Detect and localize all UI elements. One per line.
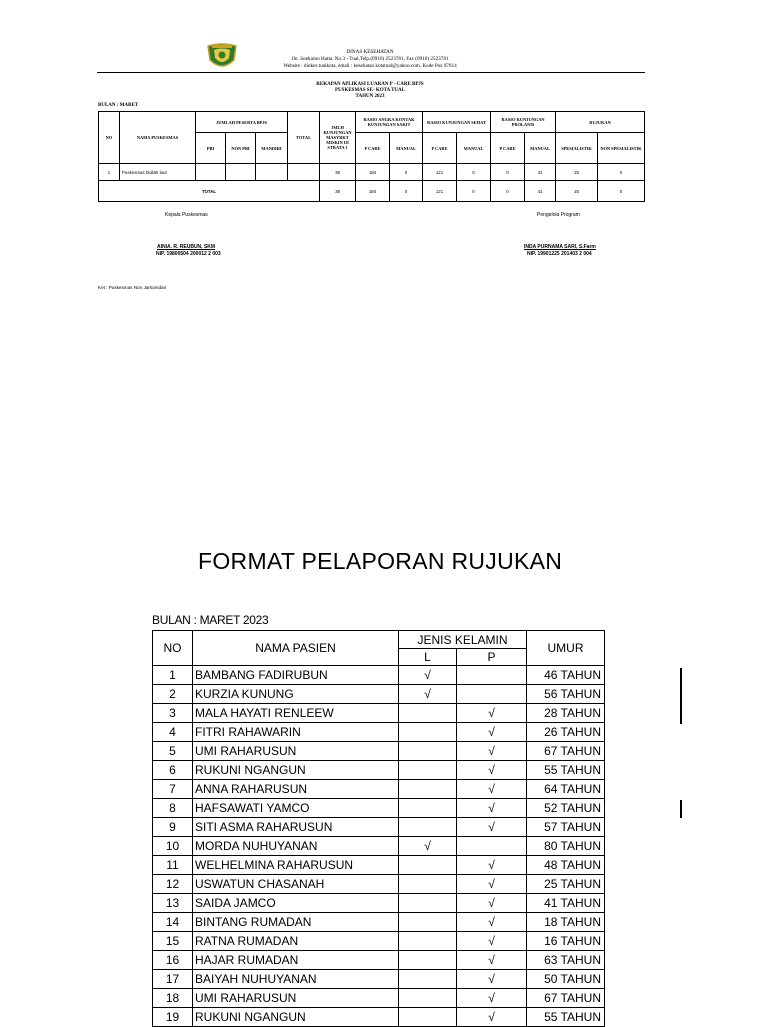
org-address: Jln. Soekarno Hatta. No.3 - Tual,Telp.(0916) 2523781, Fax (0916) 2523781 xyxy=(291,56,449,62)
rujukan-title: FORMAT PELAPORAN RUJUKAN xyxy=(198,548,563,574)
cell-l: √ xyxy=(399,837,457,856)
cell-no: 15 xyxy=(153,932,193,951)
cell-p xyxy=(457,666,527,685)
org-website: Website : dinkes tualkota, email : kesehatan kotatual@yahoo.com, Kode Pos 97614 xyxy=(283,63,457,69)
cell-no: 9 xyxy=(153,818,193,837)
cell-umur: 16 TAHUN xyxy=(527,932,605,951)
total-jmlh: 39 xyxy=(320,181,356,202)
table-row xyxy=(153,761,605,780)
cell-p: √ xyxy=(457,913,527,932)
cell-total xyxy=(288,164,320,181)
cell-no: 18 xyxy=(153,989,193,1008)
header-no: NO xyxy=(153,631,193,666)
cell-nama-pasien: BINTANG RUMADAN xyxy=(193,913,399,932)
cell-nama-pasien: RUKUNI NGANGUN xyxy=(193,761,399,780)
cell-umur: 28 TAHUN xyxy=(527,704,605,723)
right-signer-nip: NIP. 19901225 201403 2 004 xyxy=(527,251,592,257)
cell-no: 12 xyxy=(153,875,193,894)
header-p: P xyxy=(457,649,527,666)
header-umur: UMUR xyxy=(527,631,605,666)
cell-spesialistik: 25 xyxy=(556,164,598,181)
cell-nama-pasien: SITI ASMA RAHARUSUN xyxy=(193,818,399,837)
table-row xyxy=(153,704,605,723)
total-non-spesialistik: 0 xyxy=(598,181,645,202)
cell-no: 11 xyxy=(153,856,193,875)
total-label: TOTAL xyxy=(99,181,320,202)
cell-no: 1 xyxy=(153,666,193,685)
cell-umur: 55 TAHUN xyxy=(527,1008,605,1027)
total-manual-sakit: 0 xyxy=(390,181,423,202)
cell-no: 16 xyxy=(153,951,193,970)
cell-p: √ xyxy=(457,742,527,761)
header-pcare-prolanis: P CARE xyxy=(491,133,525,164)
header-rasio-prolanis: RASIO KUNJUNGAN PROLANIS xyxy=(491,112,556,133)
cell-no: 4 xyxy=(153,723,193,742)
cell-umur: 25 TAHUN xyxy=(527,875,605,894)
table-row xyxy=(153,970,605,989)
table-row xyxy=(153,856,605,875)
cell-l xyxy=(399,856,457,875)
header-pcare-sakit: P CARE xyxy=(356,133,390,164)
cell-umur: 46 TAHUN xyxy=(527,666,605,685)
cell-umur: 55 TAHUN xyxy=(527,761,605,780)
table-row xyxy=(153,742,605,761)
cell-p: √ xyxy=(457,970,527,989)
header-non-spesialistik: NON SPESIALISTIK xyxy=(598,133,645,164)
cell-l xyxy=(399,970,457,989)
cell-p: √ xyxy=(457,856,527,875)
cell-no: 5 xyxy=(153,742,193,761)
total-pcare-prolanis: 0 xyxy=(491,181,525,202)
total-pcare-sakit: 184 xyxy=(356,181,390,202)
header-jumlah-peserta: JUMLAH PESERTA BPJS xyxy=(196,112,288,133)
cell-l xyxy=(399,704,457,723)
cell-manual-sehat: 0 xyxy=(457,164,491,181)
cell-l xyxy=(399,723,457,742)
rujukan-month: BULAN : MARET 2023 xyxy=(152,613,269,627)
cell-no: 2 xyxy=(153,685,193,704)
table-row xyxy=(153,837,605,856)
header-non-pbi: NON PBI xyxy=(226,133,256,164)
header-no: NO xyxy=(99,112,120,164)
table-row xyxy=(153,894,605,913)
table-row xyxy=(153,685,605,704)
cell-nama-pasien: BAMBANG FADIRUBUN xyxy=(193,666,399,685)
report-title-line3: TAHUN 2023 xyxy=(355,94,385,99)
cell-p: √ xyxy=(457,799,527,818)
cell-l xyxy=(399,780,457,799)
header-rasio-sehat: RASIO KUNJUNGAN SEHAT xyxy=(423,112,491,133)
cell-p: √ xyxy=(457,1008,527,1027)
cell-l xyxy=(399,761,457,780)
cell-p: √ xyxy=(457,818,527,837)
cell-umur: 52 TAHUN xyxy=(527,799,605,818)
header-rasio-sakit: RASIO ANGKA KONTAK KUNJUNGAN SAKIT xyxy=(356,112,423,133)
header-mandiri: MANDIRI xyxy=(256,133,288,164)
cell-l: √ xyxy=(399,685,457,704)
cell-umur: 41 TAHUN xyxy=(527,894,605,913)
header-jenis-kelamin: JENIS KELAMIN xyxy=(399,631,527,649)
cell-mandiri xyxy=(256,164,288,181)
footnote: Ket : Puskesmas Non Jarkomdari xyxy=(98,285,167,290)
cell-umur: 48 TAHUN xyxy=(527,856,605,875)
cell-p: √ xyxy=(457,989,527,1008)
table-row xyxy=(153,780,605,799)
cell-l xyxy=(399,913,457,932)
cell-umur: 64 TAHUN xyxy=(527,780,605,799)
table-row xyxy=(153,932,605,951)
cell-nama-pasien: BAIYAH NUHUYANAN xyxy=(193,970,399,989)
cell-umur: 57 TAHUN xyxy=(527,818,605,837)
cell-nama-pasien: HAJAR RUMADAN xyxy=(193,951,399,970)
cell-manual-sakit: 0 xyxy=(390,164,423,181)
cell-no: 19 xyxy=(153,1008,193,1027)
table-row xyxy=(153,666,605,685)
total-row xyxy=(99,181,645,202)
report-title-line1: REKAPAN APLIKASI LUARAN P - CARE BPJS xyxy=(316,82,424,87)
header-pcare-sehat: P CARE xyxy=(423,133,457,164)
header-spesialistik: SPESIALISTIK xyxy=(556,133,598,164)
right-signer-name: INDA PURNAMA SARI, S.Farm xyxy=(524,244,596,250)
table-row xyxy=(153,818,605,837)
cell-pcare-sehat: 121 xyxy=(423,164,457,181)
cell-umur: 50 TAHUN xyxy=(527,970,605,989)
header-nama-pasien: NAMA PASIEN xyxy=(193,631,399,666)
cell-no: 1 xyxy=(99,164,120,181)
total-manual-prolanis: 41 xyxy=(525,181,556,202)
cell-nama-pasien: UMI RAHARUSUN xyxy=(193,742,399,761)
cell-l xyxy=(399,799,457,818)
cell-p: √ xyxy=(457,875,527,894)
cell-non-spesialistik: 0 xyxy=(598,164,645,181)
left-signer-role: Kepala Puskesmas xyxy=(165,212,208,218)
table-row xyxy=(153,799,605,818)
right-signer-role: Pengelola Program xyxy=(537,212,580,218)
table-row xyxy=(153,723,605,742)
cell-p: √ xyxy=(457,894,527,913)
cell-nama: Puskesmas Dullah laut xyxy=(120,164,196,181)
pcare-summary-table xyxy=(98,111,645,202)
cell-p: √ xyxy=(457,761,527,780)
cell-p: √ xyxy=(457,951,527,970)
cell-l xyxy=(399,742,457,761)
cell-p: √ xyxy=(457,704,527,723)
cell-nama-pasien: WELHELMINA RAHARUSUN xyxy=(193,856,399,875)
header-total: TOTAL xyxy=(288,112,320,164)
header-manual-sehat: MANUAL xyxy=(457,133,491,164)
cell-p: √ xyxy=(457,780,527,799)
left-signer-name: AINIA. R. REUBUN, SKM xyxy=(157,244,216,250)
cell-l xyxy=(399,932,457,951)
header-manual-sakit: MANUAL xyxy=(390,133,423,164)
header-nama-puskesmas: NAMA PUSKESMAS xyxy=(120,112,196,164)
left-signer-nip: NIP. 19800504 200012 2 003 xyxy=(156,251,221,257)
header-jmlh-kunjungan: JMLH KUNJUNGAN MASYRKT MISKIN DI STRATA 1 xyxy=(320,112,356,164)
cell-nama-pasien: RUKUNI NGANGUN xyxy=(193,1008,399,1027)
cell-nama-pasien: UMI RAHARUSUN xyxy=(193,989,399,1008)
cell-pcare-sakit: 184 xyxy=(356,164,390,181)
total-spesialistik: 25 xyxy=(556,181,598,202)
total-pcare-sehat: 121 xyxy=(423,181,457,202)
cell-l xyxy=(399,989,457,1008)
cell-nama-pasien: KURZIA KUNUNG xyxy=(193,685,399,704)
cell-no: 14 xyxy=(153,913,193,932)
cell-jmlh: 39 xyxy=(320,164,356,181)
cell-nama-pasien: MORDA NUHUYANAN xyxy=(193,837,399,856)
cell-pbi xyxy=(196,164,226,181)
cell-nama-pasien: USWATUN CHASANAH xyxy=(193,875,399,894)
cell-nama-pasien: SAIDA JAMCO xyxy=(193,894,399,913)
cell-no: 10 xyxy=(153,837,193,856)
header-rujukan: RUJUKAN xyxy=(556,112,645,133)
rujukan-table xyxy=(152,630,605,1027)
cell-no: 7 xyxy=(153,780,193,799)
cell-no: 13 xyxy=(153,894,193,913)
cell-pcare-prolanis: 0 xyxy=(491,164,525,181)
cell-p xyxy=(457,685,527,704)
table-row xyxy=(99,164,645,181)
cell-umur: 80 TAHUN xyxy=(527,837,605,856)
cell-umur: 56 TAHUN xyxy=(527,685,605,704)
cell-p xyxy=(457,837,527,856)
cell-umur: 26 TAHUN xyxy=(527,723,605,742)
margin-mark xyxy=(680,800,682,818)
cell-p: √ xyxy=(457,932,527,951)
table-row xyxy=(153,951,605,970)
cell-nama-pasien: MALA HAYATI RENLEEW xyxy=(193,704,399,723)
cell-l: √ xyxy=(399,666,457,685)
cell-no: 8 xyxy=(153,799,193,818)
cell-umur: 67 TAHUN xyxy=(527,989,605,1008)
header-pbi: PBI xyxy=(196,133,226,164)
cell-no: 17 xyxy=(153,970,193,989)
cell-l xyxy=(399,894,457,913)
cell-l xyxy=(399,951,457,970)
table-row xyxy=(153,913,605,932)
cell-nama-pasien: HAFSAWATI YAMCO xyxy=(193,799,399,818)
margin-mark xyxy=(680,668,682,724)
government-logo-icon xyxy=(204,42,240,72)
cell-no: 3 xyxy=(153,704,193,723)
cell-umur: 67 TAHUN xyxy=(527,742,605,761)
org-name: DINAS KESEHATAN xyxy=(346,49,394,55)
header-l: L xyxy=(399,649,457,666)
header-manual-prolanis: MANUAL xyxy=(525,133,556,164)
letterhead-divider xyxy=(97,72,645,73)
cell-p: √ xyxy=(457,723,527,742)
report-month: BULAN : MARET xyxy=(98,103,139,108)
cell-manual-prolanis: 41 xyxy=(525,164,556,181)
table-row xyxy=(153,989,605,1008)
table-row xyxy=(153,875,605,894)
report-title-line2: PUSKESMAS SE- KOTA TUAL xyxy=(335,88,405,93)
cell-umur: 63 TAHUN xyxy=(527,951,605,970)
cell-nama-pasien: RATNA RUMADAN xyxy=(193,932,399,951)
cell-non-pbi xyxy=(226,164,256,181)
cell-nama-pasien: FITRI RAHAWARIN xyxy=(193,723,399,742)
total-manual-sehat: 0 xyxy=(457,181,491,202)
cell-umur: 18 TAHUN xyxy=(527,913,605,932)
cell-l xyxy=(399,875,457,894)
cell-l xyxy=(399,818,457,837)
cell-no: 6 xyxy=(153,761,193,780)
cell-nama-pasien: ANNA RAHARUSUN xyxy=(193,780,399,799)
